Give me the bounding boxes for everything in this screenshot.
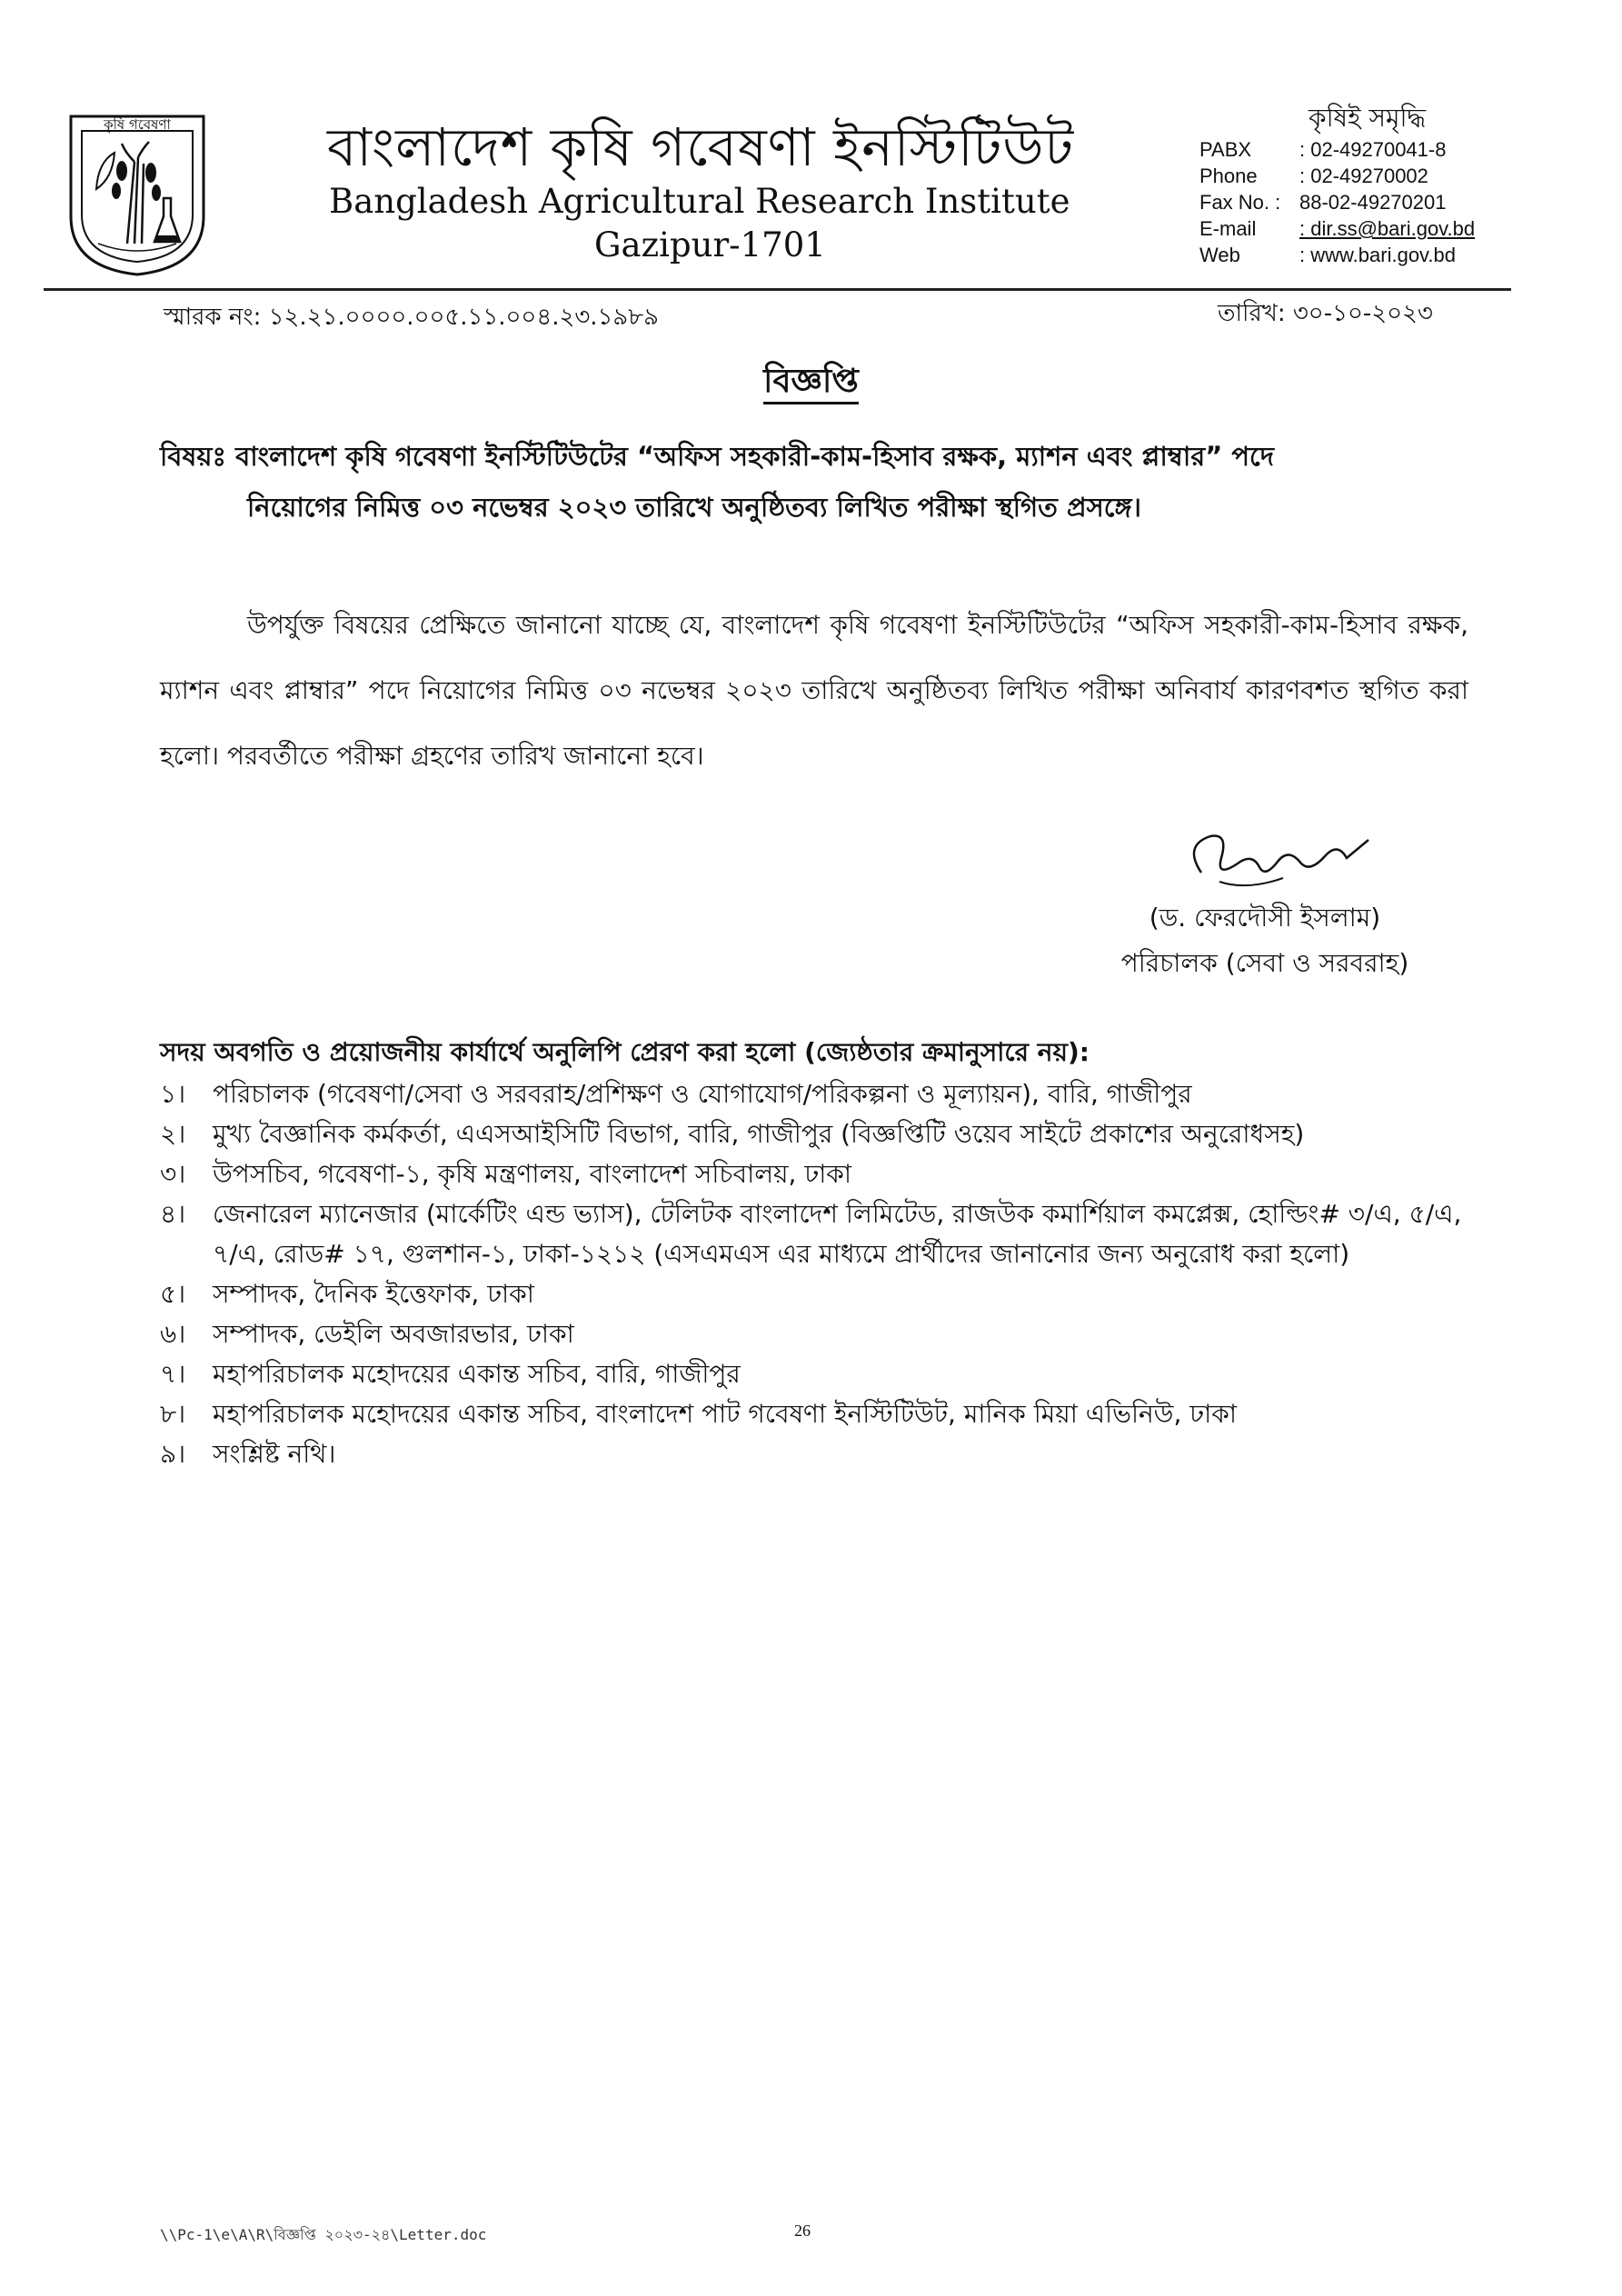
item-text: মহাপরিচালক মহোদয়ের একান্ত সচিব, বাংলাদেশ পাট গবেষণা ইনস্টিটিউট, মানিক মিয়া এভিনিউ, ঢাকা: [213, 1399, 1237, 1429]
contact-web: [1199, 242, 1475, 268]
item-number: ৭।: [160, 1359, 186, 1389]
item-text: পরিচালক (গবেষণা/সেবা ও সরবরাহ/প্রশিক্ষণ ও যোগাযোগ/পরিকল্পনা ও মূল্যায়ন), বারি, গাজীপুর: [213, 1079, 1192, 1109]
subject-line-1: বিষয়ঃ বাংলাদেশ কৃষি গবেষণা ইনস্টিটিউটের “অফিস সহকারী-কাম-হিসাব রক্ষক, ম্যাশন এবং প্লাম্বার” পদে: [160, 441, 1274, 472]
contact-phone: [1199, 163, 1475, 189]
subject-line-2: নিয়োগের নিমিত্ত ০৩ নভেম্বর ২০২৩ তারিখে অনুষ্ঠিতব্য লিখিত পরীক্ষা স্থগিত প্রসঙ্গে।: [247, 492, 1142, 523]
website-link[interactable]: : www.bari.gov.bd: [1299, 244, 1457, 266]
item-text: উপসচিব, গবেষণা-১, কৃষি মন্ত্রণালয়, বাংলাদেশ সচিবালয়, ঢাকা: [213, 1159, 852, 1189]
list-item: [160, 1434, 1487, 1474]
item-text: মুখ্য বৈজ্ঞানিক কর্মকর্তা, এএসআইসিটি বিভাগ, বারি, গাজীপুর (বিজ্ঞপ্তিটি ওয়েব সাইটে প্রকাশের অনুরোধসহ): [213, 1119, 1305, 1149]
item-text: সম্পাদক, দৈনিক ইত্তেফাক, ঢাকা: [213, 1279, 534, 1309]
contact-value: : 02-49270041-8: [1299, 138, 1447, 161]
institute-location: Gazipur-1701: [594, 225, 826, 265]
institute-title-english: Bangladesh Agricultural Research Institute: [329, 182, 1070, 221]
notice-heading: [0, 356, 1622, 411]
item-text: সংশ্লিষ্ট নথি।: [213, 1439, 336, 1469]
contact-email: [1199, 215, 1475, 242]
list-item: [160, 1354, 1487, 1394]
contact-value: 88-02-49270201: [1299, 191, 1447, 214]
item-number: ১।: [160, 1079, 186, 1109]
signatory-title: পরিচালক (সেবা ও সরবরাহ): [1120, 948, 1409, 978]
letterhead-divider: [44, 288, 1511, 291]
item-text: জেনারেল ম্যানেজার (মার্কেটিং এন্ড ভ্যাস), টেলিটক বাংলাদেশ লিমিটেড, রাজউক কমার্শিয়াল কমপ্লেক্স, হোল্ডিং# ৩/এ, ৫/এ, ৭/এ, রোড# ১৭, গুলশান-১, ঢাকা-১২১২ (এসএমএস এর মাধ্যমে প্রার্থীদের জানানোর জন্য অনুরোধ করা হলো): [213, 1199, 1462, 1269]
motto: কৃষিই সমৃদ্ধি: [1309, 103, 1427, 133]
list-item: [160, 1274, 1487, 1314]
notice-body: উপর্যুক্ত বিষয়ের প্রেক্ষিতে জানানো যাচ্ছে যে, বাংলাদেশ কৃষি গবেষণা ইনস্টিটিউটের “অফিস সহকারী-কাম-হিসাব রক্ষক, ম্যাশন এবং প্লাম্বার” পদে নিয়োগের নিমিত্ত ০৩ নভেম্বর ২০২৩ তারিখে অনুষ্ঠিতব্য লিখিত পরীক্ষা অনিবার্য কারণবশত স্থগিত করা হলো। পরবর্তীতে পরীক্ষা গ্রহণের তারিখ জানানো হবে।: [160, 610, 1468, 771]
copy-to-heading: সদয় অবগতি ও প্রয়োজনীয় কার্যার্থে অনুলিপি প্রেরণ করা হলো (জ্যেষ্ঠতার ক্রমানুসারে নয়):: [160, 1037, 1090, 1067]
item-number: ৫।: [160, 1279, 186, 1309]
contact-value: : 02-49270002: [1299, 165, 1428, 187]
notice-heading-text: বিজ্ঞপ্তি: [763, 363, 859, 404]
item-number: ৪।: [160, 1199, 186, 1229]
contact-label: E-mail: [1199, 217, 1257, 240]
contact-fax: [1199, 189, 1475, 215]
list-item: [160, 1114, 1487, 1154]
logo-text: কৃষি গবেষণা: [104, 116, 171, 133]
page-number: 26: [794, 2221, 811, 2240]
list-item: [160, 1394, 1487, 1434]
item-number: ২।: [160, 1119, 186, 1149]
contact-label: Fax No. :: [1199, 191, 1281, 214]
item-number: ৬।: [160, 1319, 186, 1349]
list-item: [160, 1194, 1487, 1274]
contact-block: [1199, 136, 1475, 268]
contact-label: Phone: [1199, 165, 1258, 187]
contact-label: Web: [1199, 244, 1240, 266]
list-item: [160, 1154, 1487, 1194]
item-text: মহাপরিচালক মহোদয়ের একান্ত সচিব, বারি, গাজীপুর: [213, 1359, 741, 1389]
email-link[interactable]: : dir.ss@bari.gov.bd: [1299, 217, 1476, 240]
file-path-footer: \\Pc-1\e\A\R\বিজ্ঞপ্তি ২০২৩-২৪\Letter.doc: [160, 2226, 487, 2243]
item-number: ৩।: [160, 1159, 186, 1189]
bari-logo: [62, 107, 213, 280]
letter-date: তারিখ: ৩০-১০-২০২৩: [1218, 300, 1433, 327]
item-number: ৯।: [160, 1439, 186, 1469]
list-item: [160, 1314, 1487, 1354]
contact-pabx: [1199, 136, 1475, 163]
item-number: ৮।: [160, 1399, 186, 1429]
list-item: [160, 1074, 1487, 1114]
copy-to-list: [160, 1074, 1487, 1474]
subject: [160, 431, 1468, 533]
memo-number: স্মারক নং: ১২.২১.০০০০.০০৫.১১.০০৪.২৩.১৯৮৯: [164, 304, 660, 331]
item-text: সম্পাদক, ডেইলি অবজারভার, ঢাকা: [213, 1319, 574, 1349]
institute-title-bangla: বাংলাদেশ কৃষি গবেষণা ইনস্টিটিউট: [327, 116, 1075, 178]
contact-label: PABX: [1199, 138, 1252, 161]
signatory-name: (ড. ফেরদৌসী ইসলাম): [1149, 903, 1381, 933]
